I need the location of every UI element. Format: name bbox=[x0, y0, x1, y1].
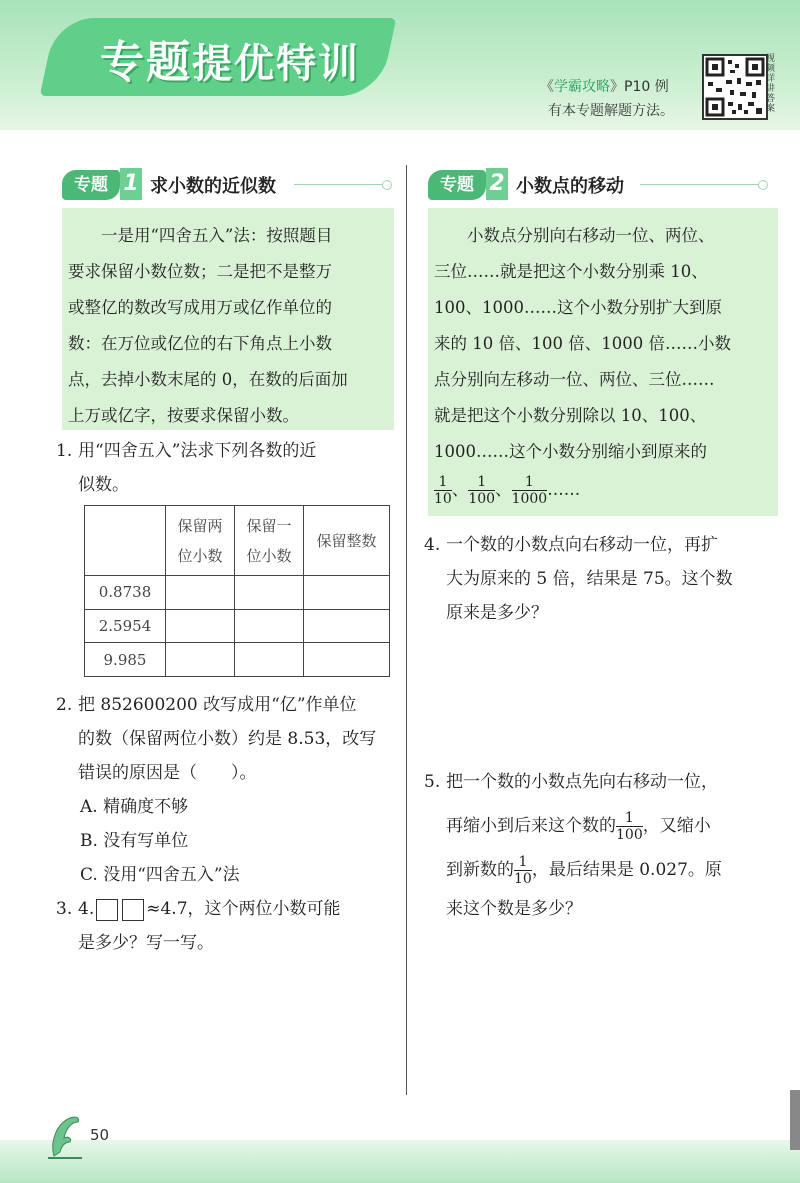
table-header-cell: 保留整数 bbox=[304, 506, 390, 576]
question-5 bbox=[424, 760, 790, 926]
option-c[interactable]: C. 没用“四舍五入”法 bbox=[80, 865, 240, 885]
ref-prefix: 《 bbox=[540, 79, 554, 95]
question-text: 再缩小到后来这个数的 bbox=[446, 816, 616, 836]
ref-suffix: 》P10 例 bbox=[610, 79, 669, 95]
option-a[interactable]: A. 精确度不够 bbox=[80, 797, 189, 817]
reference-line2: 有本专题解题方法。 bbox=[548, 103, 674, 119]
question-1 bbox=[56, 434, 396, 502]
topic1-rule bbox=[294, 184, 382, 185]
fraction: $\frac{1}{100}$ bbox=[468, 474, 496, 507]
question-text: 大为原来的 5 倍，结果是 75。这个数 bbox=[446, 569, 733, 589]
page-number: 50 bbox=[90, 1126, 110, 1144]
tip-line: 三位……就是把这个小数分别乘 10、 bbox=[434, 262, 708, 281]
qr-code-graphic bbox=[704, 56, 766, 118]
table-cell-number: 9.985 bbox=[85, 643, 166, 677]
page-edge bbox=[790, 1090, 800, 1150]
question-text: 用“四舍五入”法求下列各数的近 bbox=[78, 441, 317, 461]
ellipsis: …… bbox=[547, 480, 581, 499]
question-text: 的数（保留两位小数）约是 8.53，改写 bbox=[78, 729, 377, 749]
topic2-number: 2 bbox=[486, 168, 508, 200]
fraction: $\frac{1}{100}$ bbox=[616, 810, 643, 843]
table-cell-number: 0.8738 bbox=[85, 576, 166, 610]
footer-band bbox=[0, 1140, 800, 1183]
page-title bbox=[100, 26, 360, 90]
topic1-tip-text bbox=[68, 218, 394, 434]
table-header-cell: 保留两 位小数 bbox=[166, 506, 235, 576]
topic2-title: 小数点的移动 bbox=[516, 176, 624, 197]
topic2-rule bbox=[640, 184, 758, 185]
tip-fraction-line bbox=[434, 470, 778, 510]
question-number: 2. bbox=[56, 695, 73, 715]
table-row bbox=[85, 643, 390, 677]
question-text: 4. bbox=[78, 899, 95, 919]
topic2-tip-text bbox=[434, 218, 778, 510]
digit-box[interactable] bbox=[96, 899, 118, 921]
fraction: $\frac{1}{1000}$ bbox=[511, 474, 548, 507]
tip-line: 点分别向左移动一位、两位、三位…… bbox=[434, 370, 715, 389]
question-text: 错误的原因是（ ）。 bbox=[78, 763, 257, 783]
question-number: 1. bbox=[56, 441, 73, 461]
question-number: 5. bbox=[424, 772, 441, 792]
topic1-header bbox=[62, 170, 400, 200]
question-3 bbox=[56, 892, 396, 960]
answer-cell[interactable] bbox=[235, 576, 304, 610]
question-text: 原来是多少？ bbox=[446, 603, 548, 623]
tip-line: 上万或亿字，按要求保留小数。 bbox=[68, 406, 299, 425]
fraction: $\frac{1}{10}$ bbox=[434, 474, 452, 507]
ref-book: 学霸攻略 bbox=[554, 79, 610, 95]
question-number: 3. bbox=[56, 899, 73, 919]
topic2-rule-dot bbox=[758, 180, 768, 190]
digit-box[interactable] bbox=[122, 899, 144, 921]
reference-line1 bbox=[540, 76, 669, 96]
question-2 bbox=[56, 688, 396, 892]
tip-line: 点，去掉小数末尾的 0，在数的后面加 bbox=[68, 370, 348, 389]
question-text: ，最后结果是 0.027。原 bbox=[531, 860, 722, 880]
tip-line: 1000……这个小数分别缩小到原来的 bbox=[434, 442, 707, 461]
page-title-part2: 提优特训 bbox=[192, 41, 360, 87]
qr-label: 视频详讲答案 bbox=[766, 54, 776, 114]
tip-line: 一是用“四舍五入”法：按照题目 bbox=[68, 226, 333, 245]
answer-cell[interactable] bbox=[304, 609, 390, 643]
dolphin-icon bbox=[46, 1112, 86, 1166]
rounding-table bbox=[84, 505, 390, 677]
page-title-part1: 专题 bbox=[100, 37, 192, 88]
question-text: ，又缩小 bbox=[642, 816, 711, 836]
answer-cell[interactable] bbox=[235, 643, 304, 677]
table-header-cell: 保留一 位小数 bbox=[235, 506, 304, 576]
question-number: 4. bbox=[424, 535, 441, 555]
question-4 bbox=[424, 528, 790, 630]
topic2-header bbox=[428, 170, 778, 200]
topic1-number: 1 bbox=[120, 168, 142, 200]
answer-cell[interactable] bbox=[166, 609, 235, 643]
tip-line: 来的 10 倍、100 倍、1000 倍……小数 bbox=[434, 334, 731, 353]
option-b[interactable]: B. 没有写单位 bbox=[80, 831, 189, 851]
table-row bbox=[85, 576, 390, 610]
answer-cell[interactable] bbox=[166, 576, 235, 610]
separator: 、 bbox=[495, 480, 512, 499]
tip-line: 就是把这个小数分别除以 10、100、 bbox=[434, 406, 707, 425]
question-text: 是多少？写一写。 bbox=[78, 933, 214, 953]
qr-code-icon[interactable] bbox=[702, 54, 768, 120]
question-text: 把 852600200 改写成用“亿”作单位 bbox=[78, 695, 357, 715]
topic2-tag: 专题 bbox=[428, 170, 486, 200]
question-text: 到新数的 bbox=[446, 860, 514, 880]
question-text: 把一个数的小数点先向右移动一位， bbox=[446, 772, 718, 792]
column-divider bbox=[406, 165, 407, 1095]
tip-line: 数：在万位或亿位的右下角点上小数 bbox=[68, 334, 332, 353]
topic1-tag: 专题 bbox=[62, 170, 120, 200]
question-text: 似数。 bbox=[78, 475, 129, 495]
table-header-row bbox=[85, 506, 390, 576]
fraction: $\frac{1}{10}$ bbox=[514, 854, 532, 887]
answer-cell[interactable] bbox=[235, 609, 304, 643]
tip-line: 或整亿的数改写成用万或亿作单位的 bbox=[68, 298, 332, 317]
table-header-empty bbox=[85, 506, 166, 576]
answer-cell[interactable] bbox=[166, 643, 235, 677]
question-text: 一个数的小数点向右移动一位，再扩 bbox=[446, 535, 718, 555]
question-text: 来这个数是多少？ bbox=[446, 899, 582, 919]
tip-line: 100、1000……这个小数分别扩大到原 bbox=[434, 298, 722, 317]
table-cell-number: 2.5954 bbox=[85, 609, 166, 643]
separator: 、 bbox=[451, 480, 469, 499]
answer-cell[interactable] bbox=[304, 643, 390, 677]
question-text: ≈4.7，这个两位小数可能 bbox=[146, 899, 341, 919]
topic1-title: 求小数的近似数 bbox=[150, 176, 276, 197]
tip-line: 小数点分别向右移动一位、两位、 bbox=[434, 226, 715, 245]
topic1-rule-dot bbox=[382, 180, 392, 190]
table-row bbox=[85, 609, 390, 643]
answer-cell[interactable] bbox=[304, 576, 390, 610]
tip-line: 要求保留小数位数；二是把不是整万 bbox=[68, 262, 332, 281]
